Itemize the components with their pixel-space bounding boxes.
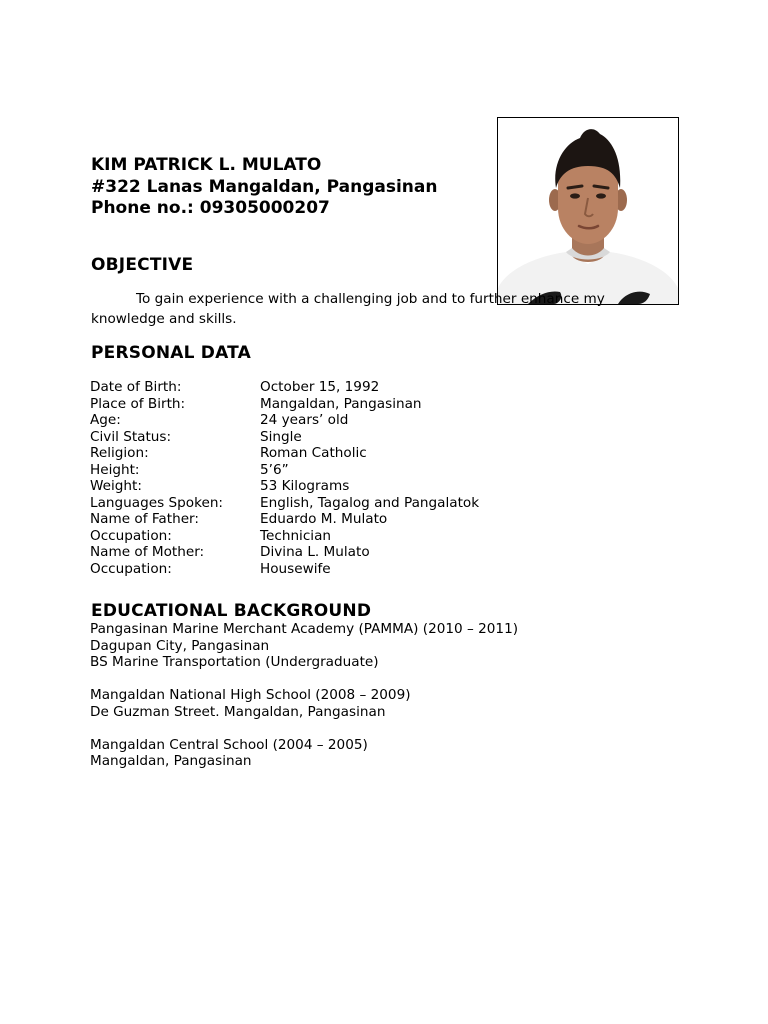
- personal-data-label: Height:: [90, 461, 140, 478]
- personal-data-value: 24 years’ old: [260, 412, 349, 428]
- personal-data-label: Languages Spoken:: [90, 494, 224, 511]
- personal-data-label: Place of Birth:: [90, 395, 186, 412]
- personal-data-row: [90, 478, 479, 495]
- education-line: Dagupan City, Pangasinan: [90, 637, 270, 654]
- personal-data-row: [90, 396, 479, 413]
- personal-data-label: Civil Status:: [90, 428, 172, 445]
- personal-data-row: [90, 495, 479, 512]
- objective-heading: OBJECTIVE: [91, 255, 194, 275]
- personal-data-row: [90, 561, 479, 578]
- personal-data-label: Religion:: [90, 445, 149, 461]
- education-line: Pangasinan Marine Merchant Academy (PAMMA) (2010 – 2011): [90, 621, 519, 637]
- personal-data-table: [90, 379, 479, 577]
- personal-data-label: Name of Mother:: [90, 544, 205, 560]
- personal-data-label: Date of Birth:: [90, 379, 182, 395]
- education-entry: [90, 687, 518, 720]
- portrait-photo: [497, 117, 679, 305]
- education-list: [90, 621, 518, 786]
- education-entry: [90, 737, 518, 770]
- personal-data-value: Technician: [260, 527, 332, 544]
- personal-data-label: Occupation:: [90, 560, 172, 577]
- applicant-phone: Phone no.: 09305000207: [91, 198, 330, 218]
- applicant-name: KIM PATRICK L. MULATO: [91, 155, 322, 175]
- personal-data-value: Divina L. Mulato: [260, 544, 370, 560]
- personal-data-value: Roman Catholic: [260, 445, 367, 461]
- personal-data-value: Single: [260, 428, 302, 445]
- education-line: De Guzman Street. Mangaldan, Pangasinan: [90, 703, 386, 720]
- personal-data-row: [90, 429, 479, 446]
- personal-data-value: 53 Kilograms: [260, 478, 350, 494]
- portrait-photo-icon: [498, 118, 678, 304]
- personal-data-row: [90, 462, 479, 479]
- education-line: BS Marine Transportation (Undergraduate): [90, 654, 379, 670]
- personal-data-label: Occupation:: [90, 527, 172, 544]
- personal-data-value: Mangaldan, Pangasinan: [260, 395, 422, 412]
- personal-data-value: Eduardo M. Mulato: [260, 511, 388, 527]
- personal-data-value: English, Tagalog and Pangalatok: [260, 494, 480, 511]
- personal-data-heading: PERSONAL DATA: [91, 343, 251, 363]
- personal-data-row: [90, 544, 479, 561]
- objective-text: [91, 289, 611, 329]
- applicant-address: #322 Lanas Mangaldan, Pangasinan: [91, 176, 438, 197]
- objective-line-1: To gain experience with a challenging job and to further enhance my: [136, 291, 605, 307]
- personal-data-value: October 15, 1992: [260, 379, 380, 395]
- personal-data-row: [90, 412, 479, 429]
- personal-data-row: [90, 528, 479, 545]
- personal-data-value: Housewife: [260, 560, 331, 577]
- education-line: Mangaldan National High School (2008 – 2009): [90, 687, 411, 703]
- objective-line-2: knowledge and skills.: [91, 311, 237, 327]
- personal-data-row: [90, 511, 479, 528]
- personal-data-row: [90, 379, 479, 396]
- applicant-header: [91, 155, 437, 220]
- education-line: Mangaldan Central School (2004 – 2005): [90, 736, 368, 753]
- education-heading: EDUCATIONAL BACKGROUND: [91, 601, 372, 621]
- personal-data-label: Weight:: [90, 478, 142, 494]
- education-entry: [90, 621, 518, 671]
- education-line: Mangaldan, Pangasinan: [90, 753, 252, 769]
- personal-data-row: [90, 445, 479, 462]
- personal-data-label: Age:: [90, 412, 121, 428]
- personal-data-label: Name of Father:: [90, 511, 199, 527]
- personal-data-value: 5’6”: [260, 461, 289, 478]
